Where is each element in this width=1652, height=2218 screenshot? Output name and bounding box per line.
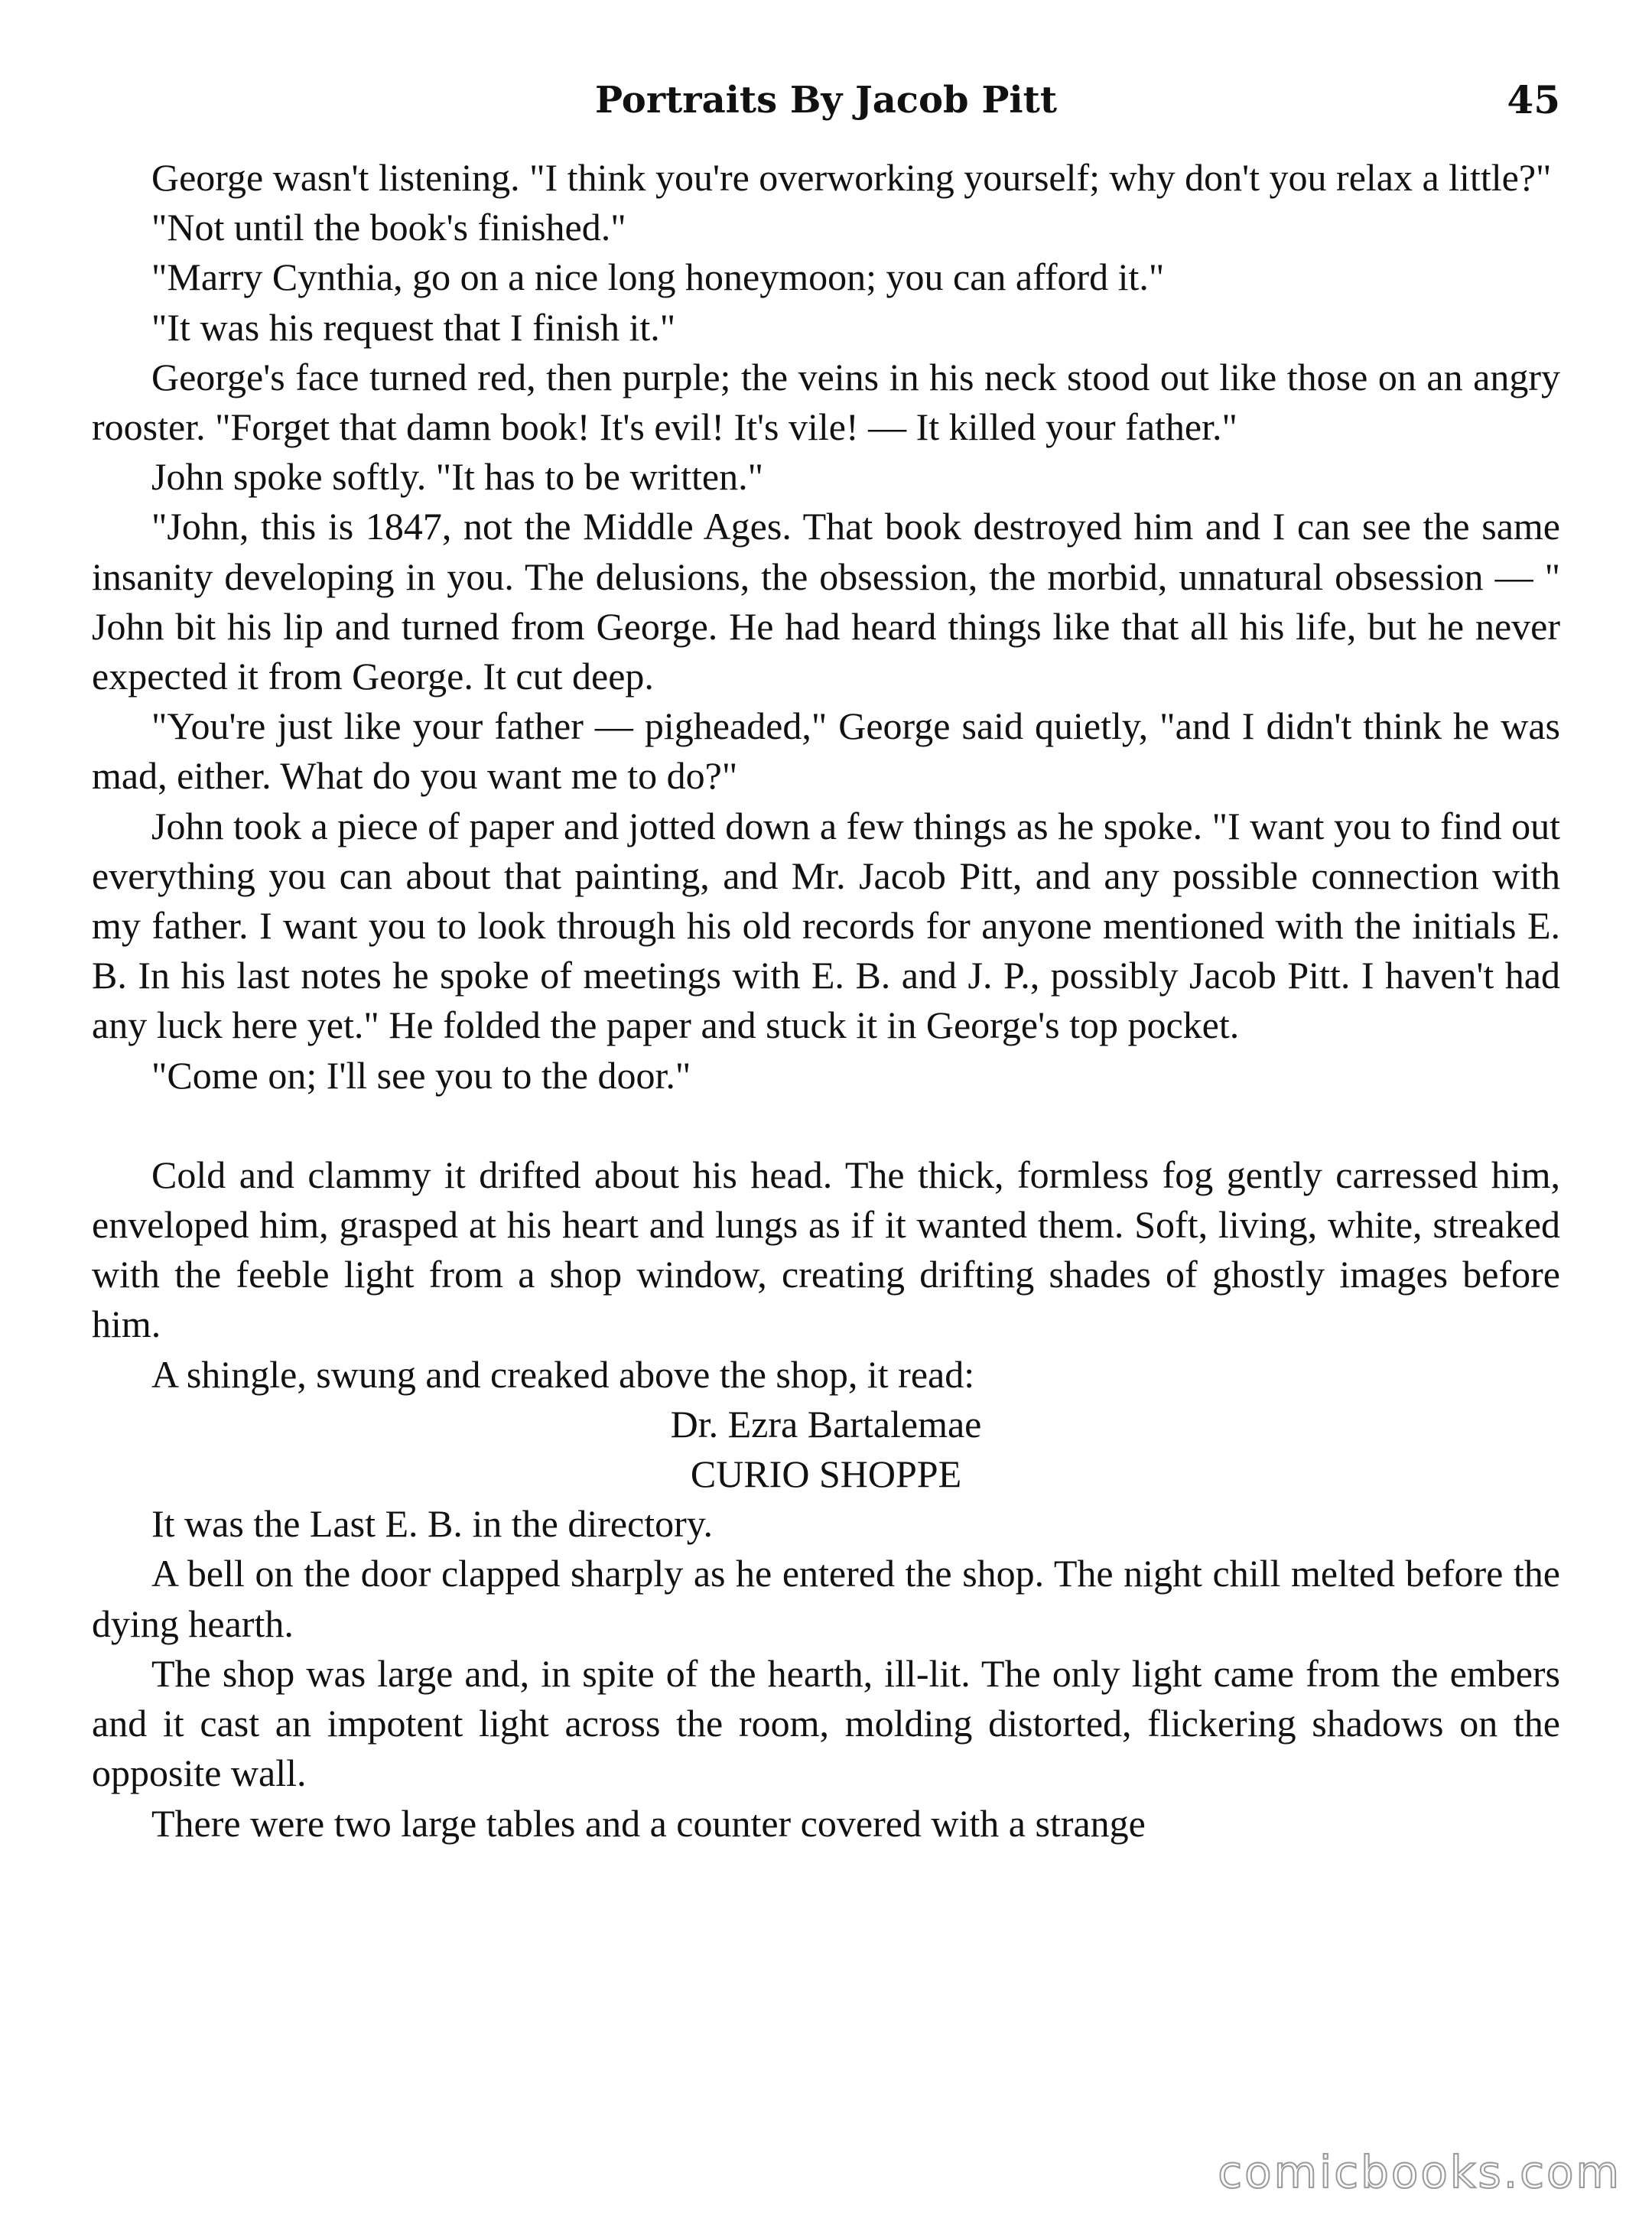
paragraph: "Not until the book's finished." [151,206,626,249]
paragraph: The shop was large and, in spite of the hearth, ill-lit. The only light came from the embers and it cast an impotent light across the room, molding distorted, flickering shadows on the opposite wall. [92,1651,1560,1795]
shop-sign-title: CURIO SHOPPE [690,1452,962,1496]
body-text [92,153,1560,1849]
watermark: comicbooks.com [1218,2146,1621,2198]
paragraph: "Come on; I'll see you to the door." [151,1053,691,1097]
paragraph: A shingle, swung and creaked above the shop, it read: [151,1352,975,1396]
paragraph: A bell on the door clapped sharply as he entered the shop. The night chill melted before the dying hearth. [92,1552,1560,1645]
paragraph: "John, this is 1847, not the Middle Ages. That book destroyed him and I can see the same insanity developing in you. The delusions, the obsession, the morbid, unnatural obsession — " John bit his lip and turned from George. He had heard things like that all his life, but he never expected it from George. It cut deep. [92,505,1560,698]
paragraph: George wasn't listening. "I think you're overworking yourself; why don't you relax a little?" [151,156,1552,199]
section-break [92,1101,1560,1150]
paragraph: "It was his request that I finish it." [151,305,676,349]
paragraph: John took a piece of paper and jotted down a few things as he spoke. "I want you to find out everything you can about that painting, and Mr. Jacob Pitt, and any possible connection with my father. I want you to look through his old records for anyone mentioned with the initials E. B. In his last notes he spoke of meetings with E. B. and J. P., possibly Jacob Pitt. I haven't had any luck here yet." He folded the paper and stuck it in George's top pocket. [92,804,1560,1047]
paragraph: It was the Last E. B. in the directory. [151,1502,714,1546]
page-header [92,73,1560,127]
section-opening-paragraph: Cold and clammy it drifted about his head. The thick, formless fog gently carressed him, enveloped him, grasped at his heart and lungs as if it wanted them. Soft, living, white, streaked with the feeble light from a shop window, creating drifting shades of ghostly images before him. [92,1153,1560,1346]
page-number: 45 [1507,77,1560,122]
running-title: Portraits By Jacob Pitt [595,79,1057,122]
paragraph: There were two large tables and a counter covered with a strange [151,1801,1146,1845]
paragraph: "You're just like your father — pigheaded," George said quietly, "and I didn't think he was mad, either. What do you want me to do?" [92,704,1560,798]
paragraph: John spoke softly. "It has to be written." [151,455,763,499]
paragraph: George's face turned red, then purple; the veins in his neck stood out like those on an angry rooster. "Forget that damn book! It's evil! It's vile! — It killed your father." [92,355,1560,449]
shop-sign-name: Dr. Ezra Bartalemae [670,1402,982,1446]
paragraph: "Marry Cynthia, go on a nice long honeymoon; you can afford it." [151,255,1165,299]
